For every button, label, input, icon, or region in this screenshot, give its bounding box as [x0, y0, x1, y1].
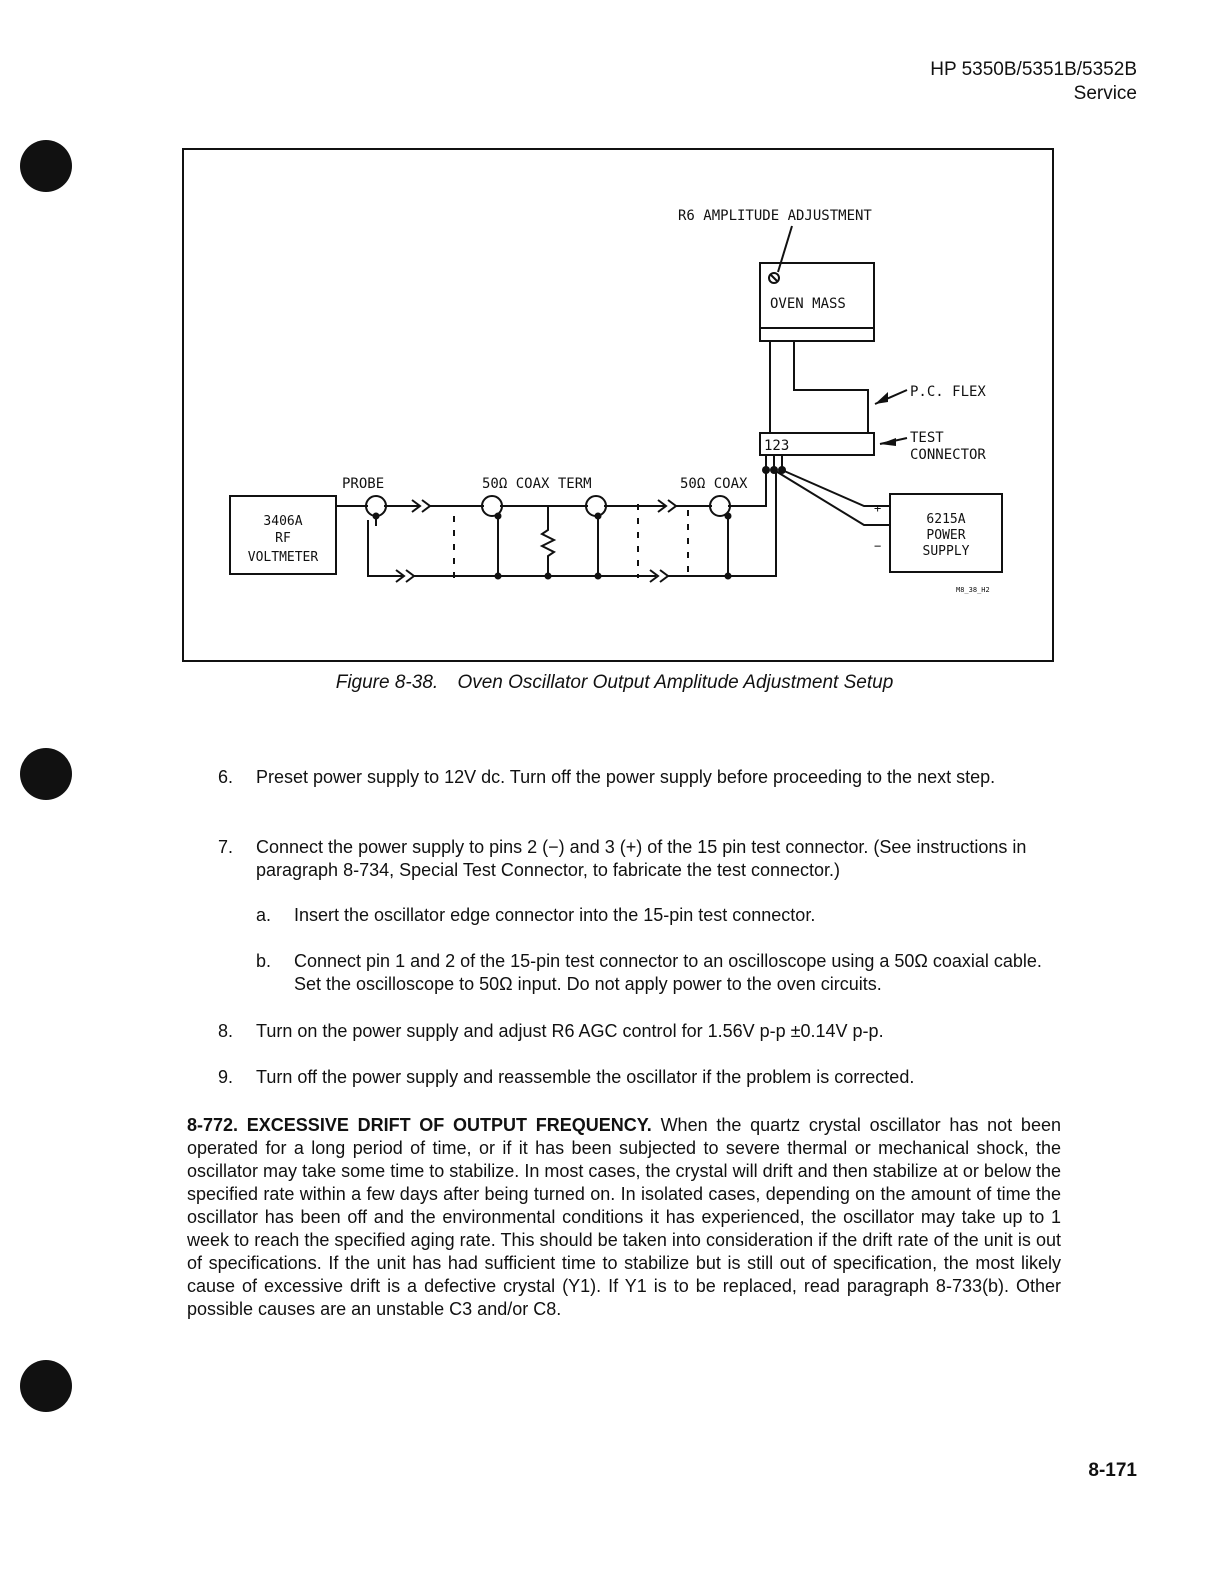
- r6-leader-line: [778, 226, 792, 272]
- step-9: [218, 1066, 1058, 1089]
- header-section: Service: [1073, 83, 1137, 104]
- label-probe: PROBE: [342, 476, 385, 492]
- section-body: When the quartz crystal oscillator has not been operated for a long period of time, or if it has been subjected to severe thermal or mechanical shock, the oscillator may take some time to stabilize. In most cases, the crystal will drift and then stabilize at or below the specified rate within a few days after being turned on. In isolated cases, depending on the amount of time the oscillator has been off and the environmental conditions it has experienced, the oscillator may take up to 1 week to reach the specified aging rate. This should be taken into consideration if the drift rate of the unit is out of specifications. If the unit has had sufficient time to stabilize but is still out of specification, the most likely cause of excessive drift is a defective crystal (Y1). If Y1 is to be replaced, read paragraph 8-733(b). Other possible causes are an unstable C3 and/or C8.: [187, 1115, 1061, 1319]
- step-text: Turn on the power supply and adjust R6 AGC control for 1.56V p-p ±0.14V p-p.: [256, 1021, 884, 1041]
- step-text: Turn off the power supply and reassemble the oscillator if the problem is corrected.: [256, 1067, 915, 1087]
- test-setup-diagram: [182, 148, 1054, 662]
- step-text: Connect pin 1 and 2 of the 15-pin test connector to an oscilloscope using a 50Ω coaxial cable. Set the oscilloscope to 50Ω input. Do not apply power to the oven circuits.: [294, 951, 1042, 994]
- label-ps-model: 6215A: [926, 512, 966, 527]
- step-number: 6.: [218, 767, 234, 787]
- step-7: [218, 836, 1058, 882]
- binder-hole-middle: [20, 748, 72, 800]
- label-connector: CONNECTOR: [910, 447, 986, 463]
- step-text: Connect the power supply to pins 2 (−) and 3 (+) of the 15 pin test connector. (See instructions in paragraph 8-734, Special Test Connector, to fabricate the test connector.): [256, 837, 1027, 880]
- step-number: a.: [256, 905, 272, 925]
- page-header: [930, 58, 1137, 106]
- step-6: [218, 766, 1058, 789]
- label-oven-mass: OVEN MASS: [770, 296, 846, 312]
- section-drift: [187, 1114, 1061, 1321]
- label-ps-supply: SUPPLY: [922, 544, 970, 559]
- step-text: Preset power supply to 12V dc. Turn off the power supply before proceeding to the next step.: [256, 767, 996, 787]
- label-pins: 123: [764, 438, 790, 454]
- label-voltmeter-rf: RF: [275, 531, 291, 546]
- step-number: 9.: [218, 1067, 234, 1087]
- pcflex-arrowhead: [875, 392, 888, 404]
- step-text: Insert the oscillator edge connector into the 15-pin test connector.: [294, 905, 816, 925]
- step-number: b.: [256, 951, 272, 971]
- header-model: HP 5350B/5351B/5352B: [930, 59, 1137, 80]
- binder-hole-top: [20, 140, 72, 192]
- label-voltmeter: VOLTMETER: [247, 550, 319, 565]
- step-number: 7.: [218, 837, 234, 857]
- label-r6: R6 AMPLITUDE ADJUSTMENT: [678, 208, 872, 224]
- step-7b: [256, 950, 1058, 996]
- step-number: 8.: [218, 1021, 234, 1041]
- step-8: [218, 1020, 1058, 1043]
- binder-hole-bottom: [20, 1360, 72, 1412]
- label-plus: +: [874, 501, 882, 515]
- label-ps-power: POWER: [926, 528, 966, 543]
- test-connector-arrowhead: [880, 438, 896, 446]
- label-coax-term: 50Ω COAX TERM: [482, 476, 592, 492]
- resistor-symbol: [542, 506, 554, 576]
- label-pc-flex: P.C. FLEX: [910, 384, 986, 400]
- caption-title: Oven Oscillator Output Amplitude Adjustment Setup: [457, 672, 894, 693]
- label-figure-code: M8_38_H2: [956, 586, 990, 594]
- coax-term-right-symbol: [586, 496, 606, 516]
- page-number: 8-171: [1088, 1460, 1137, 1481]
- label-voltmeter-model: 3406A: [263, 514, 303, 529]
- label-coax: 50Ω COAX: [680, 476, 748, 492]
- label-minus: −: [874, 539, 882, 553]
- label-test: TEST: [910, 430, 944, 446]
- figure-caption: [0, 672, 1229, 694]
- step-7a: [256, 904, 1058, 927]
- caption-number: Figure 8-38.: [335, 672, 439, 693]
- section-heading: 8-772. EXCESSIVE DRIFT OF OUTPUT FREQUENCY.: [187, 1115, 652, 1135]
